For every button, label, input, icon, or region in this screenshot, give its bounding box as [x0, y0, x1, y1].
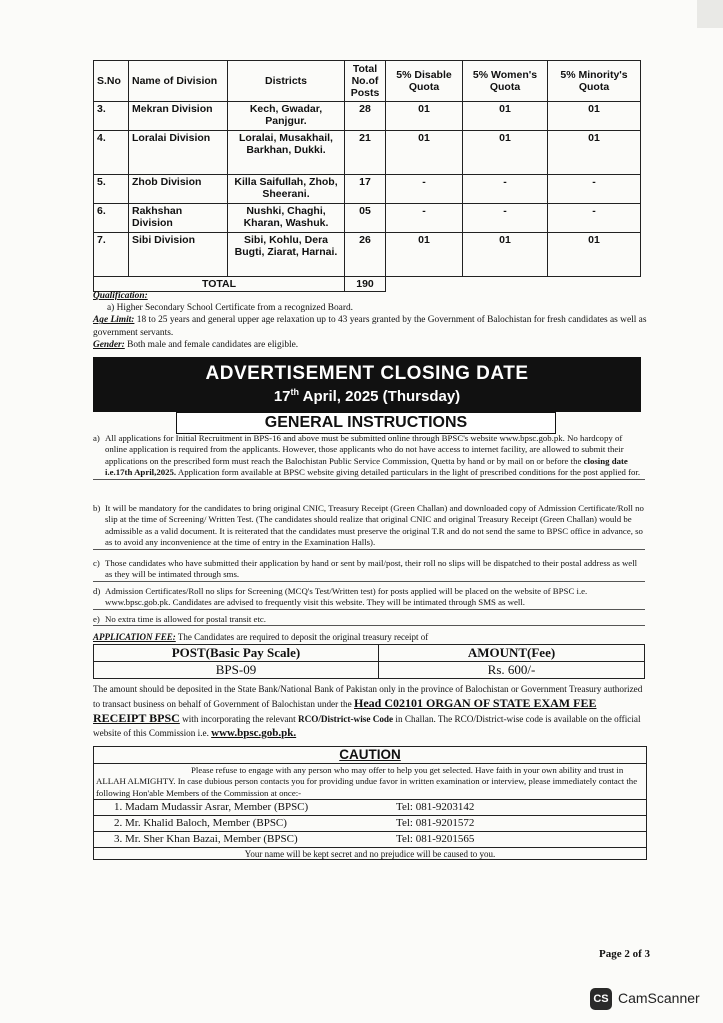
cell-women: 01	[463, 233, 548, 277]
general-instructions-heading: GENERAL INSTRUCTIONS	[176, 412, 556, 434]
instruction-text: No extra time is allowed for postal transit etc.	[105, 614, 266, 624]
header-women: 5% Women's Quota	[463, 61, 548, 102]
cell-sno: 4.	[94, 131, 129, 175]
instruction-text: All applications for Initial Recruitment in BPS-16 and above must be submitted online through BPSC's website www.bpsc.gob.pk. No hardcopy of online application is required from the applicants. However, those applicants who do not have access to internet facility, are allowed to submit their applications on the prescribed form must reach the Balochistan Public Service Commission, Quetta by hand or by mail on or before the closing date i.e.17th April,2025. Application form available at BPSC website giving detailed particulars in the light of prescribed conditions for the post applied for.	[105, 433, 641, 478]
table-row	[94, 102, 641, 131]
cell-disable: 01	[386, 131, 463, 175]
fee-post-value: BPS-09	[94, 662, 379, 679]
cell-division: Rakhshan Division	[129, 204, 228, 233]
member-name: 2. Mr. Khalid Baloch, Member (BPSC)	[114, 817, 287, 830]
instruction-text: It will be mandatory for the candidates to bring original CNIC, Treasury Receipt (Green Challan) and downloaded copy of Admission Certificate/Roll no slip at the time of Screening/ Written Test. (The candidates should realize that original CNIC and original Treasury Receipt (Green Challan) would be admissible as a valid document. It is reiterated that the candidates must preserve the original T.R and do not send the same to BPSC office in advance, so as to avoid any inconvenience at the time of entry in the Examination Halls).	[105, 503, 644, 548]
cell-sno: 6.	[94, 204, 129, 233]
cell-women: 01	[463, 102, 548, 131]
cell-disable: 01	[386, 233, 463, 277]
qualification-section	[93, 290, 653, 351]
cell-minority: 01	[548, 102, 641, 131]
cell-posts: 26	[345, 233, 386, 277]
instruction-label: e)	[93, 614, 100, 624]
camscanner-watermark	[590, 988, 710, 1012]
fee-amount-value: Rs. 600/-	[379, 662, 645, 679]
qualification-text: a) Higher Secondary School Certificate from a recognized Board.	[107, 303, 353, 314]
scan-corner	[697, 0, 723, 28]
cell-districts: Kech, Gwadar, Panjgur.	[228, 102, 345, 131]
cell-sno: 7.	[94, 233, 129, 277]
cell-posts: 21	[345, 131, 386, 175]
cell-women: -	[463, 175, 548, 204]
table-row	[94, 175, 641, 204]
division-table	[93, 60, 641, 292]
member-tel: Tel: 081-9201565	[396, 833, 475, 846]
page-number: Page 2 of 3	[599, 948, 651, 960]
cell-minority: 01	[548, 233, 641, 277]
header-disable: 5% Disable Quota	[386, 61, 463, 102]
deposit-paragraph: The amount should be deposited in the State Bank/National Bank of Pakistan only in the province of Balochistan or Government Treasury authorized to transact business on behalf of Government of Balochistan under the Head C02101 ORGAN OF STATE EXAM FEE RECEIPT BPSC with incorporating the relevant RCO/District-wise Code in Challan. The RCO/District-wise code is available on the official website of this Commission i.e. www.bpsc.gob.pk.	[93, 684, 643, 739]
cell-districts: Killa Saifullah, Zhob, Sheerani.	[228, 175, 345, 204]
header-posts: Total No.of Posts	[345, 61, 386, 102]
cell-districts: Loralai, Musakhail, Barkhan, Dukki.	[228, 131, 345, 175]
table-row	[94, 131, 641, 175]
cell-minority: -	[548, 175, 641, 204]
cell-posts: 17	[345, 175, 386, 204]
treasury-head: Head C02101 ORGAN OF STATE EXAM FEE RECEIPT BPSC	[93, 696, 597, 725]
instruction-label: d)	[93, 586, 101, 596]
header-sno: S.No	[94, 61, 129, 102]
cell-division: Mekran Division	[129, 102, 228, 131]
member-row	[94, 831, 646, 847]
member-name: 1. Madam Mudassir Asrar, Member (BPSC)	[114, 801, 309, 814]
table-row	[94, 233, 641, 277]
age-label: Age Limit:	[93, 315, 135, 326]
cell-sno: 5.	[94, 175, 129, 204]
caution-title: CAUTION	[94, 747, 646, 764]
cell-posts: 28	[345, 102, 386, 131]
cell-sno: 3.	[94, 102, 129, 131]
website-link[interactable]: www.bpsc.gob.pk.	[211, 727, 297, 739]
cell-division: Loralai Division	[129, 131, 228, 175]
banner-date: 17th April, 2025 (Thursday)	[273, 387, 461, 405]
header-minority: 5% Minority's Quota	[548, 61, 641, 102]
cell-women: 01	[463, 131, 548, 175]
camscanner-name: CamScanner	[618, 990, 700, 1006]
cell-districts: Nushki, Chaghi, Kharan, Washuk.	[228, 204, 345, 233]
gender-text: Both male and female candidates are eligible.	[124, 339, 299, 350]
member-row	[94, 799, 646, 815]
cell-disable: -	[386, 204, 463, 233]
cell-posts: 05	[345, 204, 386, 233]
fee-table	[93, 644, 645, 679]
header-division: Name of Division	[129, 61, 228, 102]
cell-districts: Sibi, Kohlu, Dera Bugti, Ziarat, Harnai.	[228, 233, 345, 277]
gender-label: Gender:	[93, 339, 125, 350]
cell-division: Zhob Division	[129, 175, 228, 204]
secret-note: Your name will be kept secret and no prejudice will be caused to you.	[94, 847, 646, 860]
cell-minority: -	[548, 204, 641, 233]
instruction-label: b)	[93, 503, 101, 513]
instruction-text: Admission Certificates/Roll no slips for Screening (MCQ's Test/Written test) for posts applied will be placed on the website of BPSC i.e. www.bpsc.gob.pk. Candidates are advised to frequently visit this website. They will be intimated through SMS as well.	[105, 586, 588, 608]
table-row	[94, 204, 641, 233]
member-row	[94, 815, 646, 831]
fee-text: The Candidates are required to deposit the original treasury receipt of	[175, 632, 429, 642]
caution-text: Please refuse to engage with any person who may offer to help you get selected. Have faith in your own ability and trust in ALLAH ALMIGHTY. In case dubious person contacts you for providing undue favor in written examination or interview, please immediately contact the following Hon'able Members of the Commission at once:-	[96, 765, 638, 798]
application-fee-note	[93, 631, 653, 643]
instruction-label: a)	[93, 433, 100, 443]
camscanner-logo: CS	[590, 988, 612, 1010]
banner-title: ADVERTISEMENT CLOSING DATE	[205, 363, 529, 384]
instruction-label: c)	[93, 558, 100, 568]
total-label: TOTAL	[94, 277, 345, 292]
cell-division: Sibi Division	[129, 233, 228, 277]
instruction-item	[93, 433, 645, 480]
cell-women: -	[463, 204, 548, 233]
instruction-item	[93, 614, 645, 626]
age-text: 18 to 25 years and general upper age relaxation up to 43 years granted by the Government of Balochistan for fresh candidates as well as government servants.	[93, 315, 647, 338]
cell-disable: -	[386, 175, 463, 204]
fee-col-post: POST(Basic Pay Scale)	[94, 645, 379, 662]
instruction-text: Those candidates who have submitted their application by hand or sent by mail/post, their roll no slips will be dispatched to their postal address as well as they will be intimated through sms.	[105, 558, 638, 580]
table-header-row	[94, 61, 641, 102]
instruction-item	[93, 586, 645, 610]
member-tel: Tel: 081-9201572	[396, 817, 475, 830]
total-value: 190	[345, 277, 386, 292]
instruction-item	[93, 503, 645, 550]
qualification-label: Qualification:	[93, 291, 148, 301]
member-name: 3. Mr. Sher Khan Bazai, Member (BPSC)	[114, 833, 298, 846]
cell-minority: 01	[548, 131, 641, 175]
cell-disable: 01	[386, 102, 463, 131]
fee-label: APPLICATION FEE:	[93, 632, 176, 642]
caution-box	[93, 746, 647, 860]
closing-date-banner	[93, 357, 641, 412]
header-districts: Districts	[228, 61, 345, 102]
member-tel: Tel: 081-9203142	[396, 801, 475, 814]
instruction-item	[93, 558, 645, 582]
fee-col-amount: AMOUNT(Fee)	[379, 645, 645, 662]
